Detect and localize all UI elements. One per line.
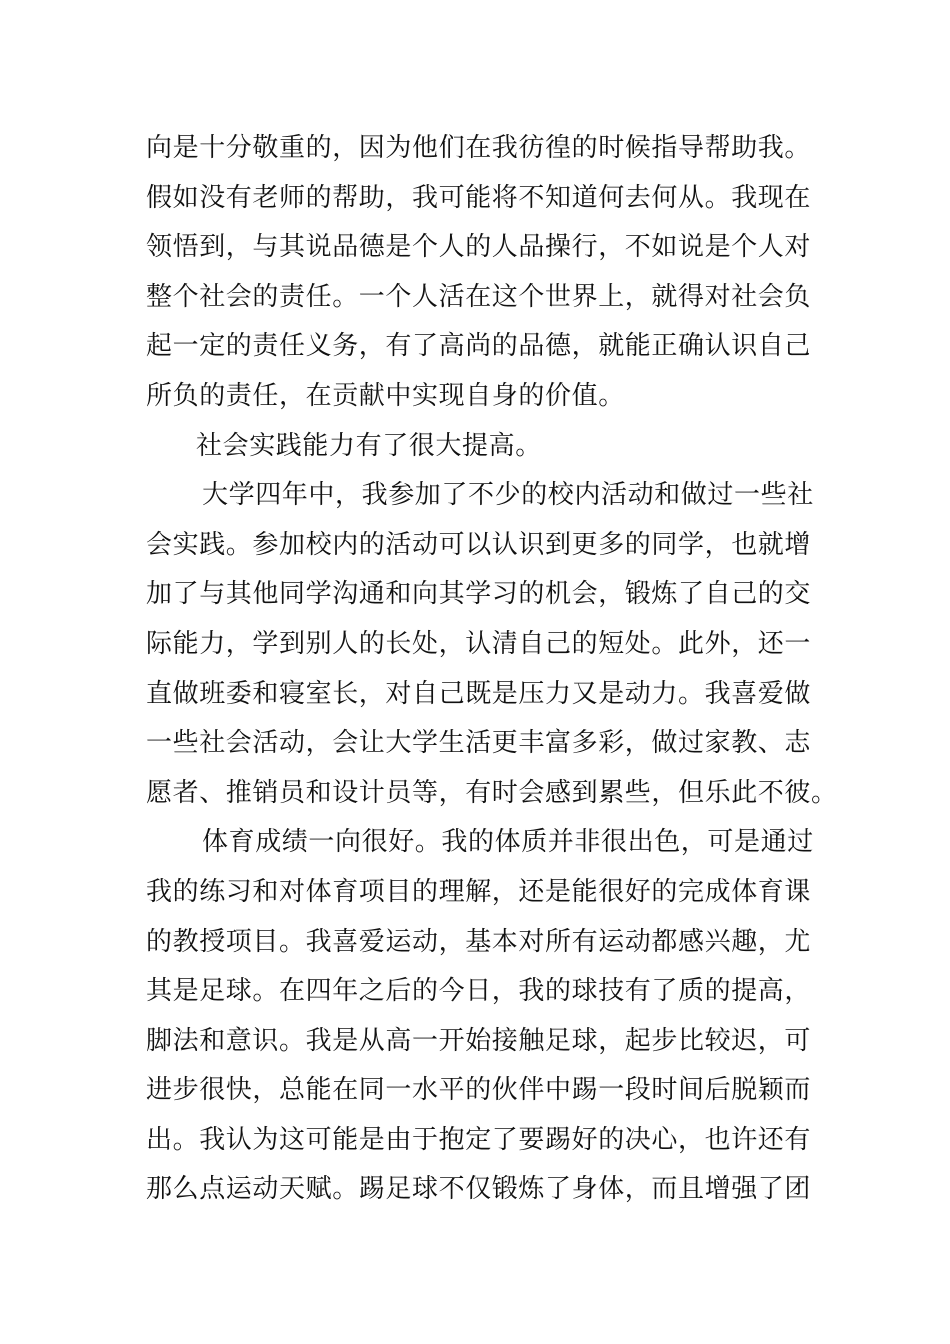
text-line: 向是十分敬重的，因为他们在我彷徨的时候指导帮助我。 (146, 133, 812, 163)
text-line: 愿者、推销员和设计员等，有时会感到累些，但乐此不彼。 (146, 777, 838, 808)
text-line: 际能力，学到别人的长处，认清自己的短处。此外，还一 (146, 628, 812, 659)
body-text (146, 124, 838, 1215)
text-line: 所负的责任，在贡献中实现自身的价值。 (146, 380, 625, 411)
text-line: 整个社会的责任。一个人活在这个世界上，就得对社会负 (146, 281, 812, 312)
text-line: 进步很快，总能在同一水平的伙伴中踢一段时间后脱颖而 (146, 1075, 812, 1106)
text-line: 那么点运动天赋。踢足球不仅锻炼了身体，而且增强了团 (146, 1174, 812, 1205)
text-line: 领悟到，与其说品德是个人的人品操行，不如说是个人对 (146, 232, 812, 263)
section-heading: 社会实践能力有了很大提高。 (196, 430, 542, 461)
text-line: 一些社会活动，会让大学生活更丰富多彩，做过家教、志 (146, 728, 812, 759)
text-line: 其是足球。在四年之后的今日，我的球技有了质的提高， (146, 976, 812, 1007)
text-line: 脚法和意识。我是从高一开始接触足球，起步比较迟，可 (146, 1025, 812, 1056)
text-line: 我的练习和对体育项目的理解，还是能很好的完成体育课 (146, 876, 812, 907)
text-line: 起一定的责任义务，有了高尚的品德，就能正确认识自己 (146, 331, 812, 362)
text-line: 假如没有老师的帮助，我可能将不知道何去何从。我现在 (146, 182, 812, 213)
paragraph-start: 体育成绩一向很好。我的体质并非很出色，可是通过 (202, 827, 814, 858)
paragraph-start: 大学四年中，我参加了不少的校内活动和做过一些社 (202, 480, 814, 511)
text-line: 出。我认为这可能是由于抱定了要踢好的决心，也许还有 (146, 1124, 812, 1155)
text-line: 加了与其他同学沟通和向其学习的机会，锻炼了自己的交 (146, 579, 812, 610)
text-line: 会实践。参加校内的活动可以认识到更多的同学，也就增 (146, 529, 812, 560)
text-line: 直做班委和寝室长，对自己既是压力又是动力。我喜爱做 (146, 678, 812, 709)
text-line: 的教授项目。我喜爱运动，基本对所有运动都感兴趣，尤 (146, 926, 812, 957)
